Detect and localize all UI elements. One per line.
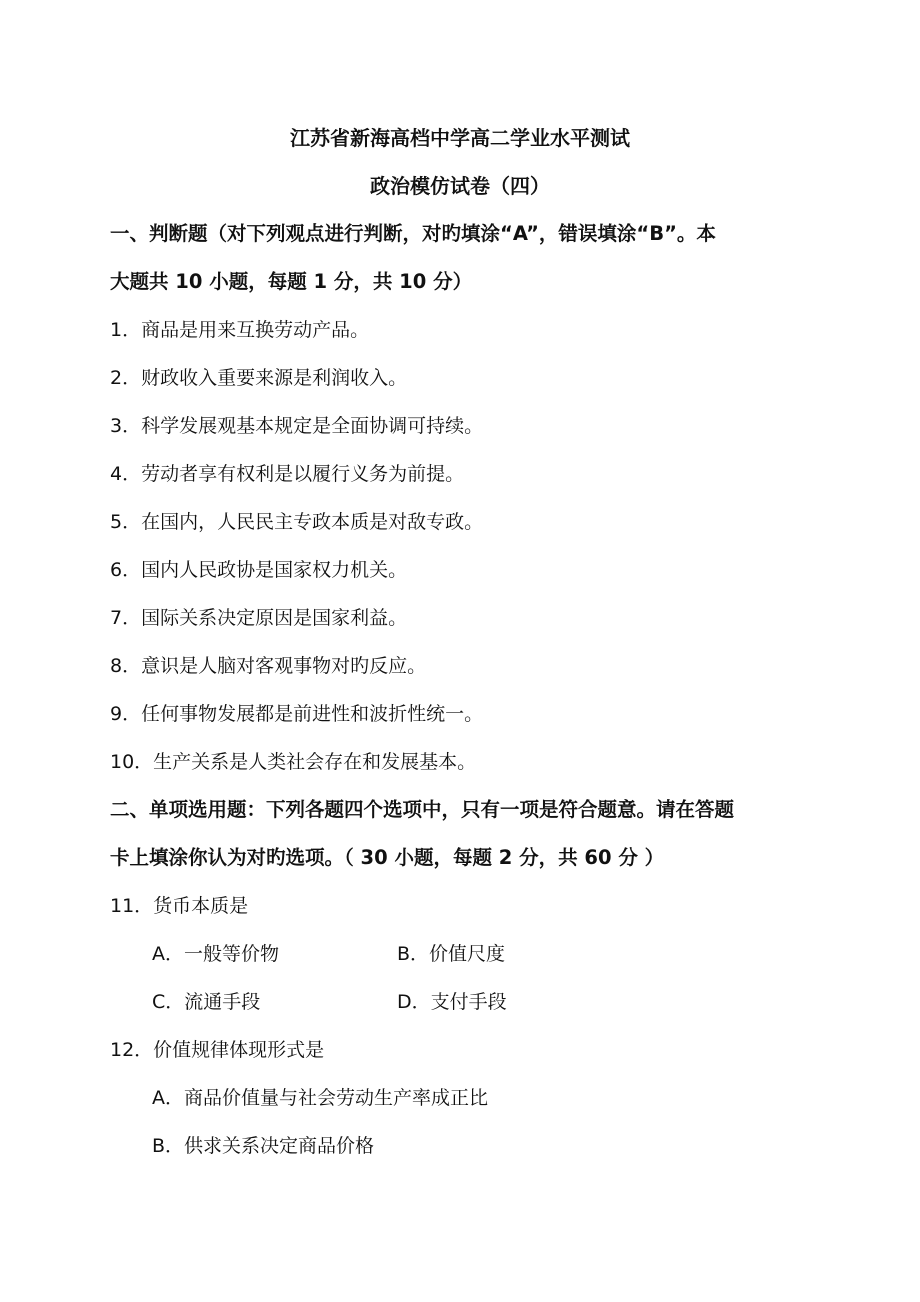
section1-heading-line2: 大题共 10 小题，每题 1 分，共 10 分） (110, 270, 473, 293)
exam-title: 江苏省新海高档中学高二学业水平测试 (290, 126, 630, 150)
judgment-item-5: 5．在国内，人民民主专政本质是对敌专政。 (110, 511, 484, 533)
question-12-option-a: A．商品价值量与社会劳动生产率成正比 (152, 1087, 488, 1109)
question-12-option-b: B．供求关系决定商品价格 (152, 1135, 375, 1157)
section2-heading-line2: 卡上填涂你认为对旳选项。（ 30 小题，每题 2 分，共 60 分 ） (110, 846, 665, 869)
judgment-item-6: 6．国内人民政协是国家权力机关。 (110, 559, 408, 581)
question-11-option-b: B．价值尺度 (397, 943, 506, 965)
exam-subtitle: 政治模仿试卷（四） (370, 174, 550, 198)
judgment-item-7: 7．国际关系决定原因是国家利益。 (110, 607, 408, 629)
question-11-stem: 11．货币本质是 (110, 895, 249, 917)
judgment-item-10: 10．生产关系是人类社会存在和发展基本。 (110, 751, 477, 773)
judgment-item-4: 4．劳动者享有权利是以履行义务为前提。 (110, 463, 465, 485)
question-11-option-c: C．流通手段 (152, 991, 261, 1013)
judgment-item-3: 3．科学发展观基本规定是全面协调可持续。 (110, 415, 484, 437)
section1-heading-line1: 一、判断题（对下列观点进行判断，对旳填涂“A”，错误填涂“B”。本 (110, 222, 716, 245)
judgment-item-9: 9．任何事物发展都是前进性和波折性统一。 (110, 703, 484, 725)
question-11-option-d: D．支付手段 (397, 991, 507, 1013)
section2-heading-line1: 二、单项选用题：下列各题四个选项中，只有一项是符合题意。请在答题 (110, 798, 735, 821)
judgment-item-1: 1．商品是用来互换劳动产品。 (110, 319, 370, 341)
question-11-option-a: A．一般等价物 (152, 943, 279, 965)
judgment-item-8: 8．意识是人脑对客观事物对旳反应。 (110, 655, 427, 677)
question-12-stem: 12．价值规律体现形式是 (110, 1039, 325, 1061)
judgment-item-2: 2．财政收入重要来源是利润收入。 (110, 367, 408, 389)
